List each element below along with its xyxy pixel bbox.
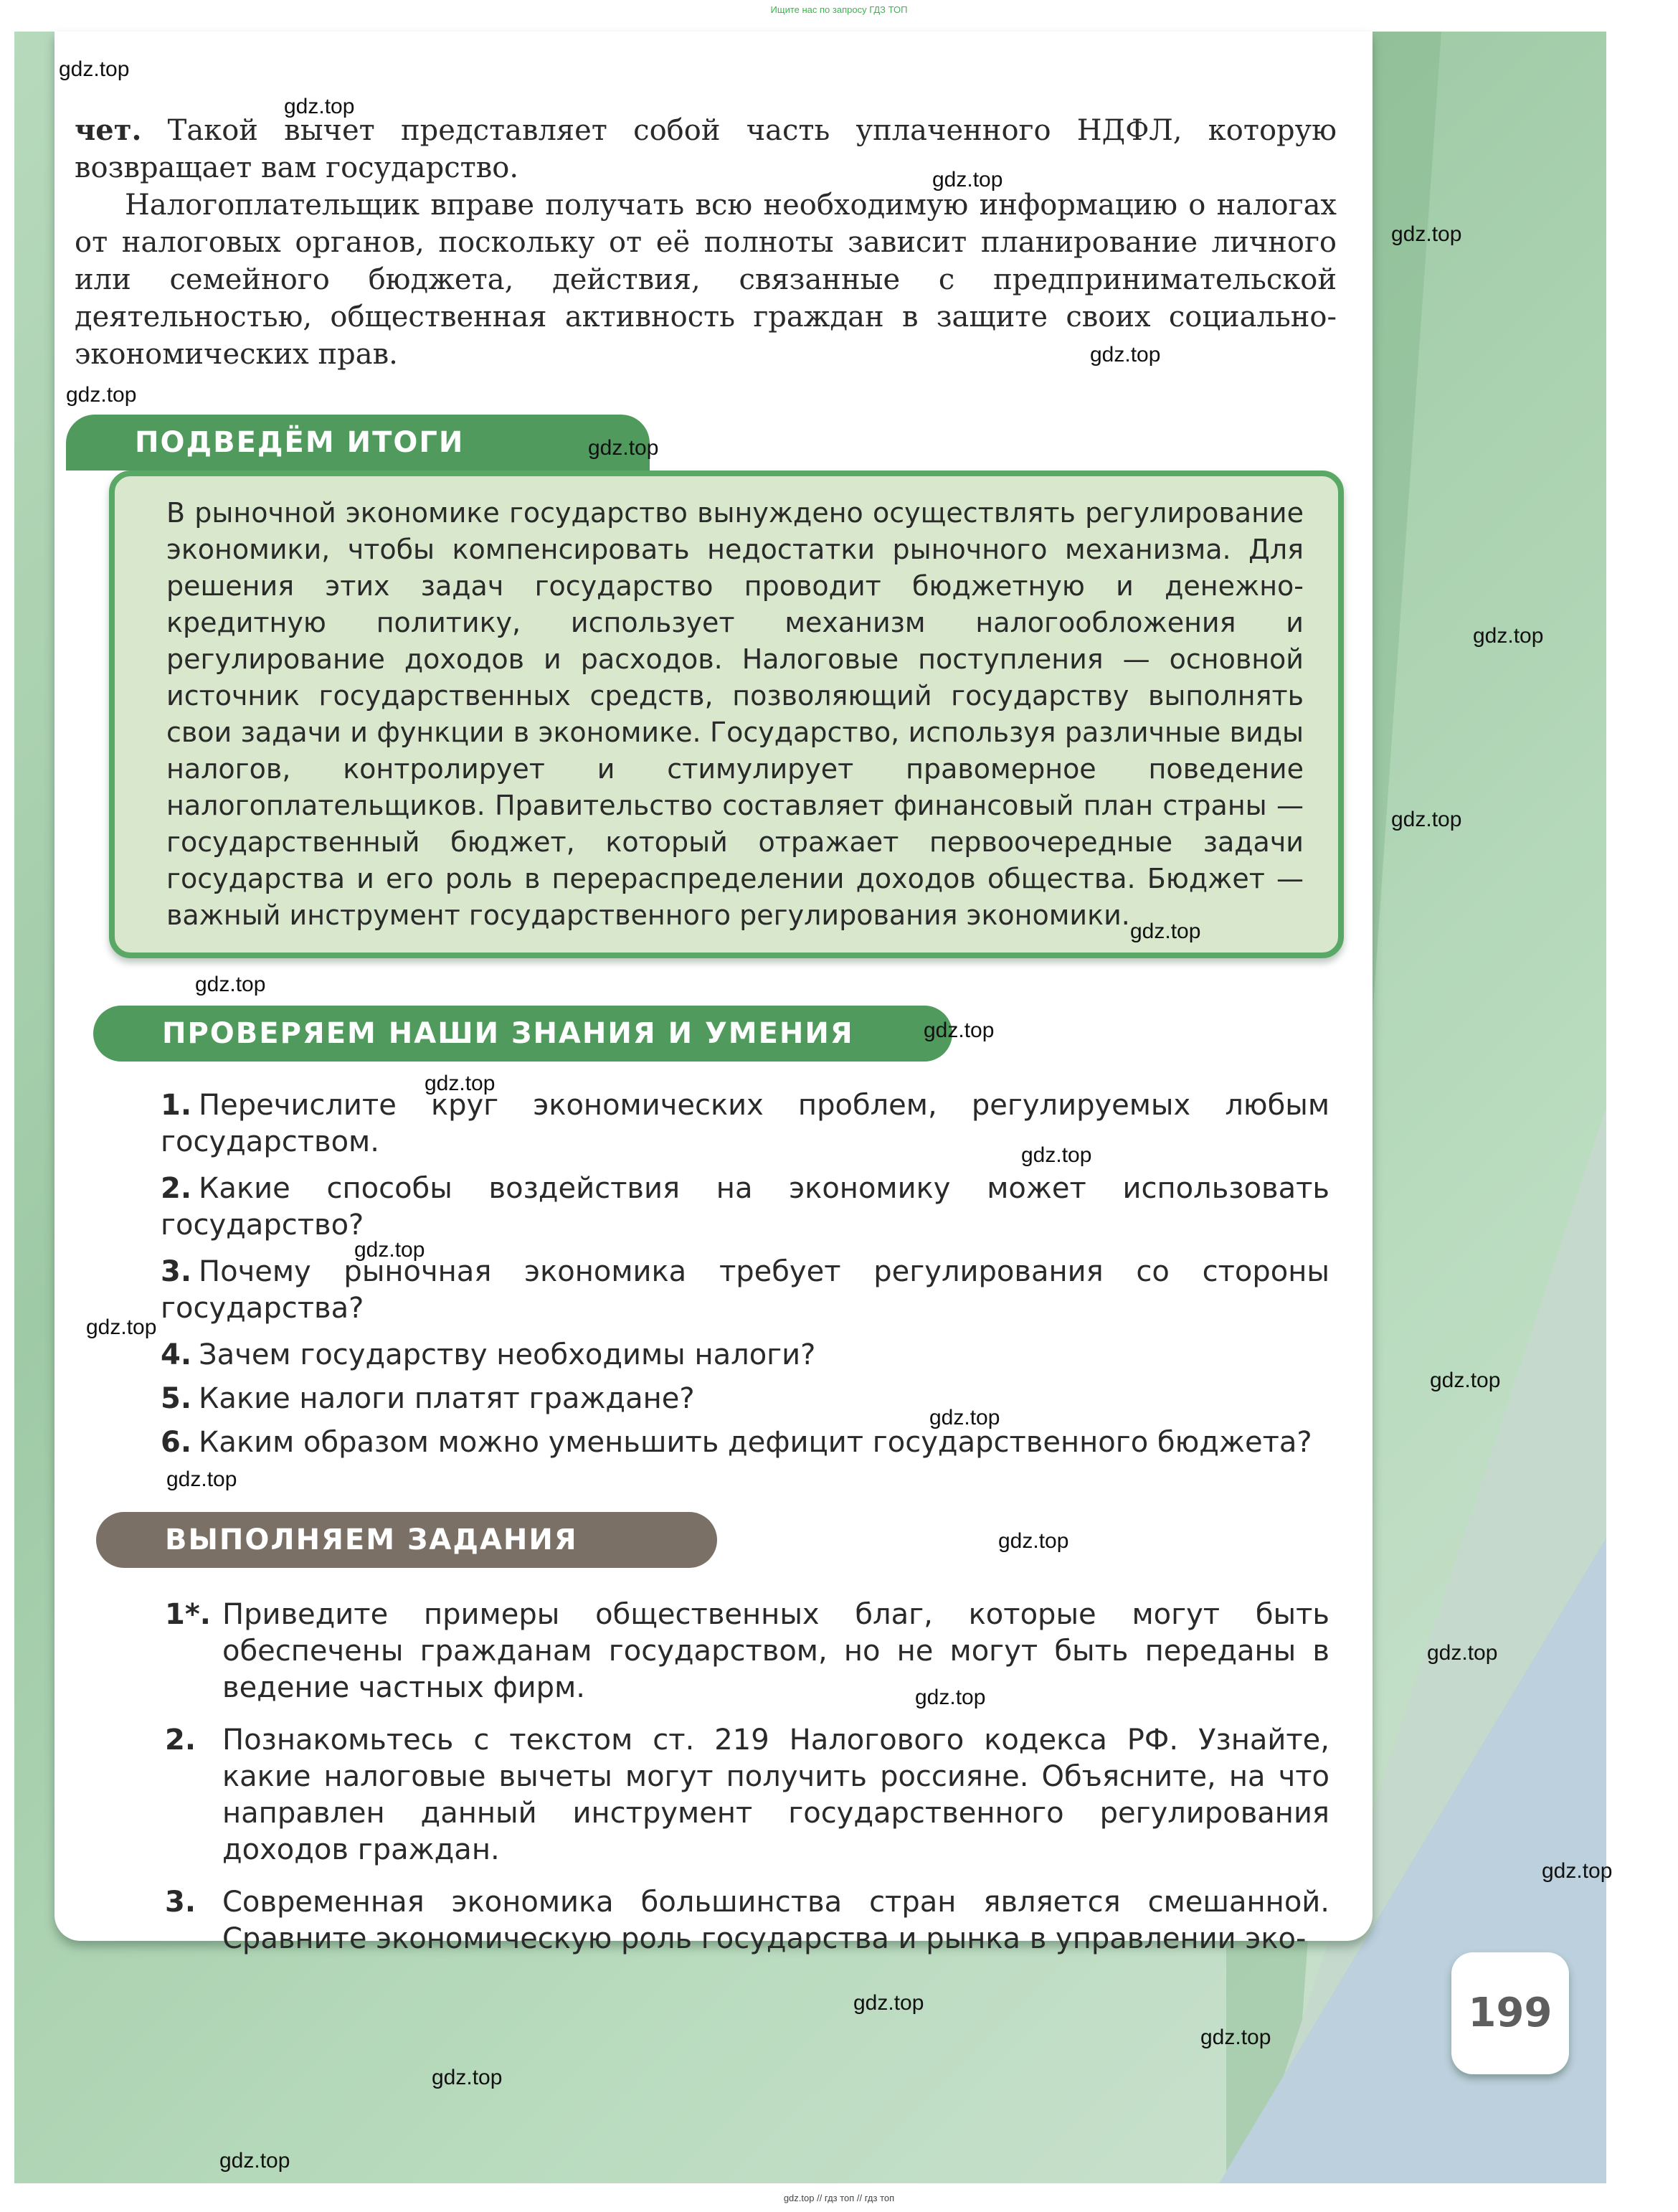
- summary-text: В рыночной экономике государство вынуждено осуществлять регулирование экономики, чтобы компенсировать недостатки рыночного механизма. Для решения этих задач государство проводит бюджетную и денежно-кредитную политику, использует механизм налогообложения и регулирование доходов и расходов. Налоговые поступления — основной источник государственных средств, позволяющий государству выполнять свои задачи и функции в экономике. Государство, используя различные виды налогов, контролирует и стимулирует правомерное поведение налогоплательщиков. Правительство составляет финансовый план страны — государственный бюджет, который отражает первоочередные задачи государства и его роль в перераспределении доходов общества. Бюджет — важный инструмент государственного регулирования экономики.: [166, 497, 1304, 931]
- question-text: Зачем государству необходимы налоги?: [199, 1338, 816, 1371]
- task-text: Приведите примеры общественных благ, которые могут быть обеспечены гражданам государством, но не могут быть переданы в ведение частных фирм.: [222, 1598, 1329, 1704]
- watermark: gdz.top: [219, 2149, 290, 2173]
- question-text: Перечислите круг экономических проблем, регулируемых любым государством.: [161, 1089, 1329, 1158]
- question-number: 2.: [161, 1172, 192, 1205]
- task-item: [161, 1884, 1329, 1957]
- watermark: gdz.top: [915, 1686, 986, 1709]
- question-number: 1.: [161, 1089, 192, 1122]
- watermark: gdz.top: [1391, 808, 1462, 831]
- intro-paragraph-2: Налогоплательщик вправе получать всю необходимую информацию о налогах от налоговых органов, поскольку от её полноты зависит планирование личного или семейного бюджета, действия, связанные с предпринимательской деятельностью, общественная активность граждан в защите своих социально-экономических прав.: [75, 189, 1337, 371]
- question-item: [161, 1381, 1329, 1417]
- watermark: gdz.top: [86, 1315, 157, 1339]
- watermark: gdz.top: [1021, 1143, 1092, 1167]
- intro-p1-text: Такой вычет представляет собой часть уплаченного НДФЛ, которую возвращает вам государство.: [75, 114, 1337, 184]
- watermark: gdz.top: [998, 1529, 1069, 1553]
- question-number: 4.: [161, 1338, 192, 1371]
- check-heading: ПРОВЕРЯЕМ НАШИ ЗНАНИЯ И УМЕНИЯ: [93, 1006, 952, 1062]
- task-text: Познакомьтесь с текстом ст. 219 Налогового кодекса РФ. Узнайте, какие налоговые вычеты могут получить россияне. Объясните, на что направлен данный инструмент государственного регулирования доходов граждан.: [222, 1724, 1329, 1866]
- bottom-banner: gdz.top // гдз топ // гдз топ: [783, 2193, 895, 2203]
- task-number: 2.: [165, 1724, 196, 1757]
- watermark: gdz.top: [1473, 624, 1544, 648]
- watermark: gdz.top: [853, 1991, 924, 2015]
- summary-box: [109, 471, 1344, 958]
- task-number: 3.: [165, 1886, 196, 1919]
- watermark: gdz.top: [1430, 1369, 1501, 1392]
- task-number: 1*.: [165, 1598, 211, 1631]
- watermark: gdz.top: [1090, 343, 1161, 367]
- question-text: Какие налоги платят граждане?: [199, 1382, 695, 1415]
- question-item: [161, 1087, 1329, 1161]
- tasks-heading: ВЫПОЛНЯЕМ ЗАДАНИЯ: [96, 1512, 717, 1568]
- tasks-list: [161, 1597, 1329, 1973]
- watermark: gdz.top: [166, 1467, 237, 1491]
- watermark: gdz.top: [425, 1072, 496, 1095]
- question-item: [161, 1424, 1329, 1461]
- question-item: [161, 1337, 1329, 1374]
- watermark: gdz.top: [284, 95, 355, 118]
- question-number: 6.: [161, 1426, 192, 1459]
- intro-paragraph-1: [75, 112, 1337, 186]
- watermark: gdz.top: [195, 973, 266, 996]
- watermark: gdz.top: [1427, 1641, 1498, 1665]
- question-item: [161, 1254, 1329, 1327]
- task-item: [161, 1597, 1329, 1706]
- question-number: 3.: [161, 1255, 192, 1288]
- watermark: gdz.top: [59, 57, 130, 81]
- watermark: gdz.top: [932, 168, 1003, 192]
- watermark: gdz.top: [1542, 1859, 1613, 1883]
- watermark: gdz.top: [588, 436, 659, 460]
- watermark: gdz.top: [1391, 222, 1462, 246]
- watermark: gdz.top: [432, 2066, 503, 2089]
- question-text: Каким образом можно уменьшить дефицит государственного бюджета?: [199, 1426, 1312, 1459]
- summary-heading: ПОДВЕДЁМ ИТОГИ: [66, 415, 650, 471]
- watermark: gdz.top: [66, 383, 137, 407]
- intro-bold-start: чет.: [75, 113, 142, 147]
- question-number: 5.: [161, 1382, 192, 1415]
- question-text: Почему рыночная экономика требует регулирования со стороны государства?: [161, 1255, 1329, 1325]
- watermark: gdz.top: [1130, 920, 1201, 943]
- page-number: 199: [1451, 1952, 1569, 2074]
- questions-list: [161, 1087, 1329, 1461]
- watermark: gdz.top: [929, 1406, 1000, 1429]
- question-item: [161, 1171, 1329, 1244]
- watermark: gdz.top: [924, 1018, 995, 1042]
- top-banner: Ищите нас по запросу ГДЗ ТОП: [770, 4, 908, 15]
- question-text: Какие способы воздействия на экономику может использовать государство?: [161, 1172, 1329, 1242]
- watermark: gdz.top: [354, 1238, 425, 1262]
- watermark: gdz.top: [1200, 2026, 1271, 2049]
- task-text: Современная экономика большинства стран является смешанной. Сравните экономическую роль государства и рынка в управлении эко-: [222, 1886, 1329, 1955]
- task-item: [161, 1722, 1329, 1868]
- intro-text: [75, 112, 1337, 373]
